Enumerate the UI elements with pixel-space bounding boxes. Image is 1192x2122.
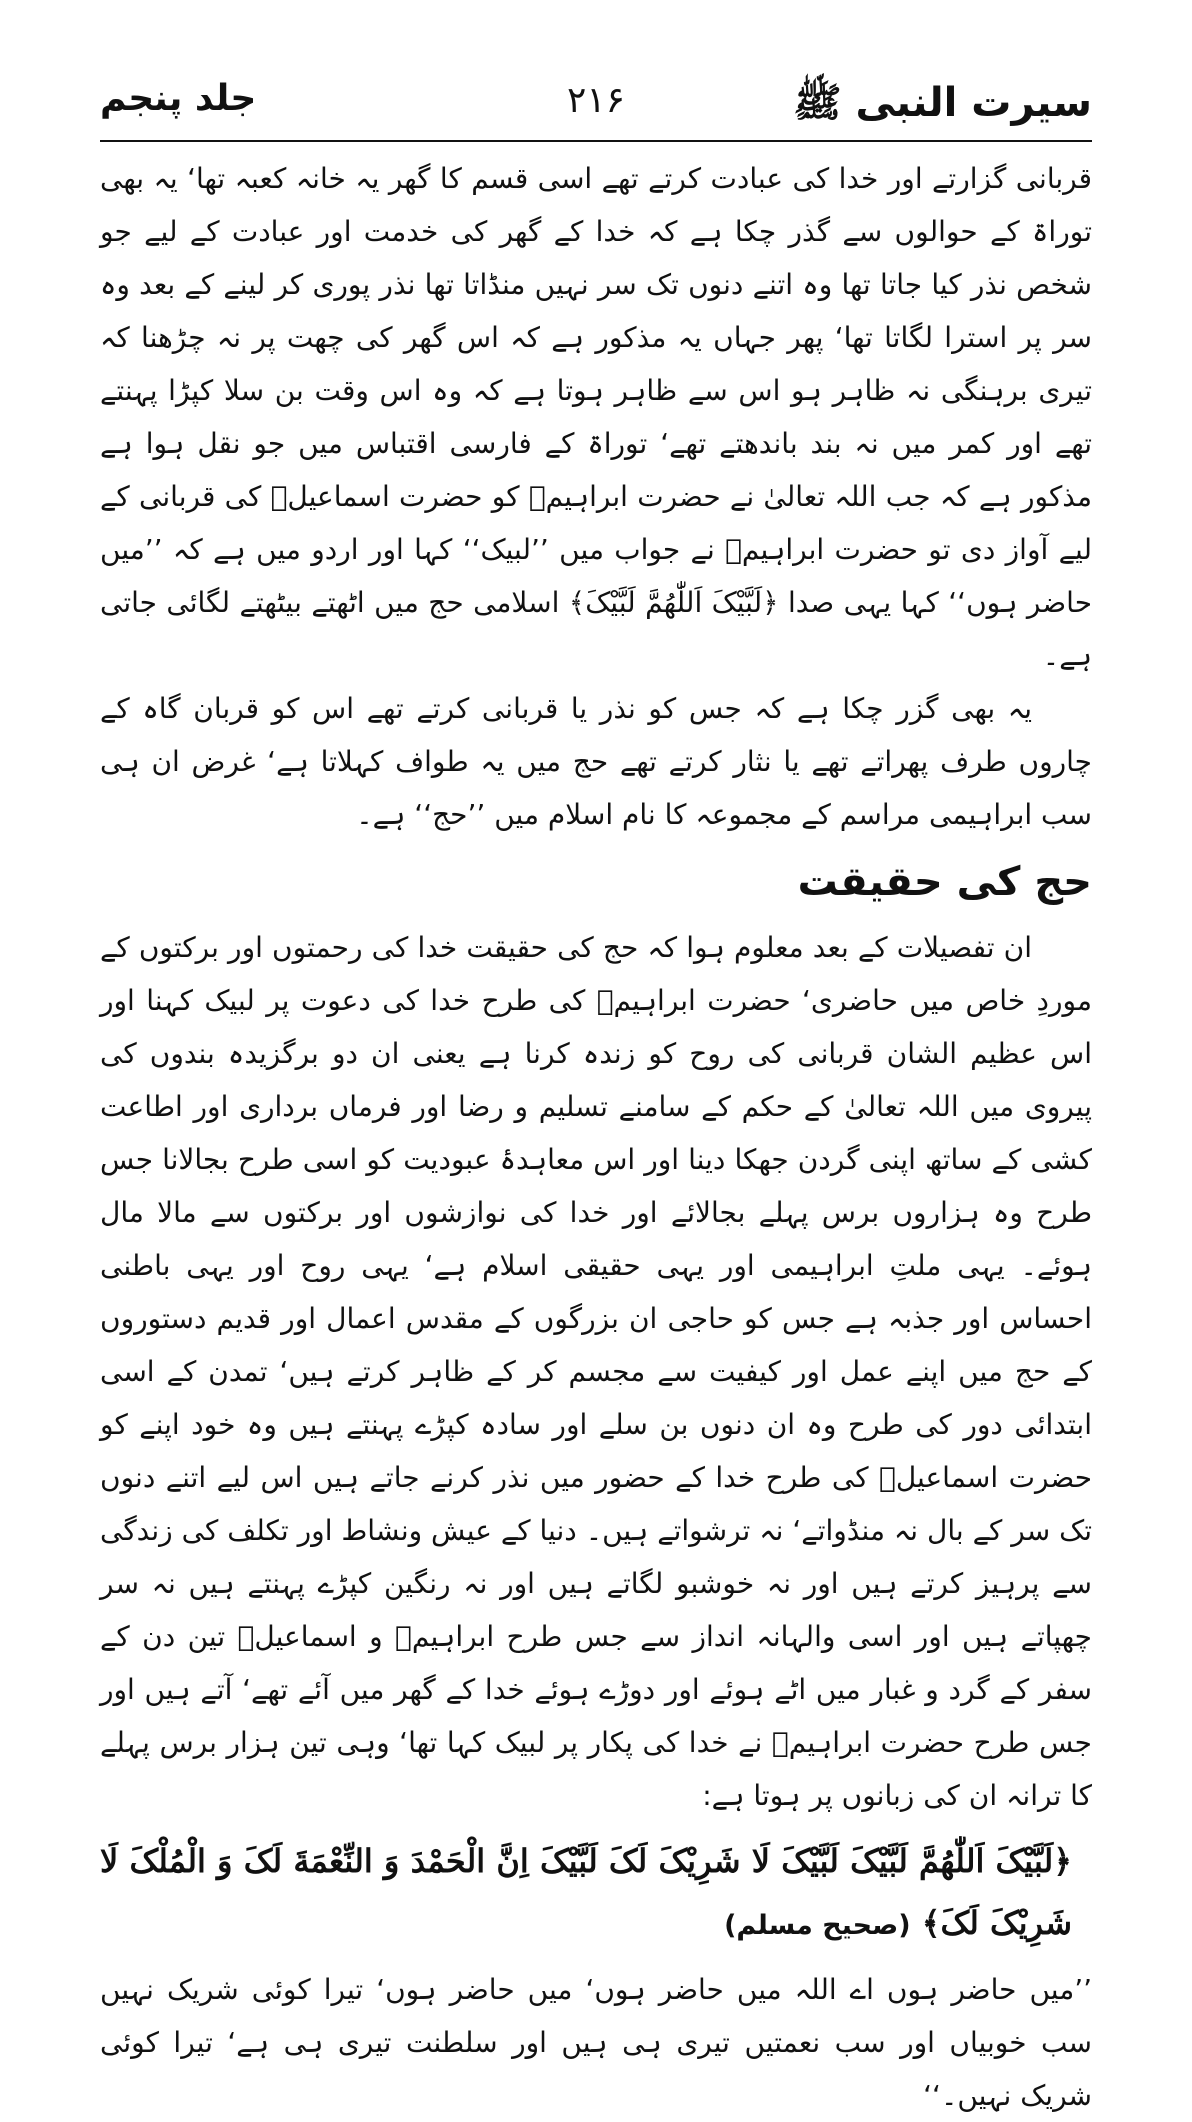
page-number: ۲۱۶ (566, 80, 625, 121)
hadith-reference: (صحیح مسلم) (724, 1910, 911, 1941)
translation: ’’میں حاضر ہوں اے اللہ میں حاضر ہوں‘ میں حاضر ہوں‘ تیرا کوئی شریک نہیں سب خوبیاں اور سب نعمتیں تیری ہی ہیں اور سلطنت تیری ہی ہے‘ تیرا کوئی شریک نہیں۔‘‘ (100, 1973, 1092, 2112)
page-body (100, 152, 1092, 2122)
page-header (100, 70, 1092, 142)
paragraph-2: یہ بھی گزر چکا ہے کہ جس کو نذر یا قربانی کرتے تھے اس کو قربان گاہ کے چاروں طرف پھراتے تھے یا نثار کرتے تھے حج میں یہ طواف کہلاتا ہے‘ غرض ان ہی سب ابراہیمی مراسم کے مجموعہ کا نام اسلام میں ’’حج‘‘ ہے۔ (100, 692, 1092, 831)
arabic-verse: ﴿لَبَّیْکَ اَللّٰھُمَّ لَبَّیْکَ لَبَّیْکَ لَا شَرِیْکَ لَکَ لَبَّیْکَ اِنَّ الْحَمْدَ وَ النِّعْمَةَ لَکَ وَ الْمُلْکَ لَا شَرِیْکَ لَکَ﴾ (100, 1842, 1072, 1942)
paragraph-3: ان تفصیلات کے بعد معلوم ہوا کہ حج کی حقیقت خدا کی رحمتوں اور برکتوں کے موردِ خاص میں حاضری‘ حضرت ابراہیمؑ کی طرح خدا کی دعوت پر لبیک کہنا اور اس عظیم الشان قربانی کی روح کو زندہ کرنا ہے یعنی ان دو برگزیدہ بندوں کی پیروی میں اللہ تعالیٰ کے حکم کے سامنے تسلیم و رضا اور فرماں برداری اور اطاعت کشی کے ساتھ اپنی گردن جھکا دینا اور اس معاہدۂ عبودیت کو اسی طرح بجالانا جس طرح وہ ہزاروں برس پہلے بجالائے اور خدا کی نوازشوں اور برکتوں سے مالا مال ہوئے۔ یہی ملتِ ابراہیمی اور یہی حقیقی اسلام ہے‘ یہی روح اور یہی باطنی احساس اور جذبہ ہے جس کو حاجی ان بزرگوں کے مقدس اعمال اور قدیم دستوروں کے حج میں اپنے عمل اور کیفیت سے مجسم کر کے ظاہر کرتے ہیں‘ تمدن کے اسی ابتدائی دور کی طرح وہ ان دنوں بن سلے اور سادہ کپڑے پہنتے ہیں وہ خود اپنے کو حضرت اسماعیلؑ کی طرح خدا کے حضور میں نذر کرنے جاتے ہیں اس لیے اتنے دنوں تک سر کے بال نہ منڈواتے‘ نہ ترشواتے ہیں۔ دنیا کے عیش ونشاط اور تکلف کی زندگی سے پرہیز کرتے ہیں اور نہ خوشبو لگاتے ہیں اور نہ رنگین کپڑے پہنتے ہیں نہ سر چھپاتے ہیں اور اسی والہانہ انداز سے جس طرح ابراہیمؑ و اسماعیلؑ تین دن کے سفر کے گرد و غبار میں اٹے ہوئے اور دوڑے ہوئے خدا کے گھر میں آئے تھے‘ آتے ہیں اور جس طرح حضرت ابراہیمؑ نے خدا کی پکار پر لبیک کہا تھا‘ وہی تین ہزار برس پہلے کا ترانہ ان کی زبانوں پر ہوتا ہے: (100, 931, 1092, 1812)
paragraph-1: قربانی گزارتے اور خدا کی عبادت کرتے تھے اسی قسم کا گھر یہ خانہ کعبہ تھا‘ یہ بھی توراۃ کے حوالوں سے گذر چکا ہے کہ خدا کے گھر کی خدمت اور عبادت کے لیے جو شخص نذر کیا جاتا تھا وہ اتنے دنوں تک سر نہیں منڈاتا تھا نذر پوری کر لینے کے بعد وہ سر پر استرا لگاتا تھا‘ پھر جہاں یہ مذکور ہے کہ اس گھر کی چھت پر نہ چڑھنا کہ تیری برہنگی نہ ظاہر ہو اس سے ظاہر ہوتا ہے کہ وہ اس وقت بن سلا کپڑا پہنتے تھے اور کمر میں نہ بند باندھتے تھے‘ توراۃ کے فارسی اقتباس میں جو نقل ہوا ہے مذکور ہے کہ جب اللہ تعالیٰ نے حضرت ابراہیمؑ کو حضرت اسماعیلؑ کی قربانی کے لیے آواز دی تو حضرت ابراہیمؑ نے جواب میں ’’لبیک‘‘ کہا اور اردو میں ہے کہ ’’میں حاضر ہوں‘‘ کہا یہی صدا ﴿لَبَّیْکَ اَللّٰھُمَّ لَبَّیْکَ﴾ اسلامی حج میں اٹھتے بیٹھتے لگائی جاتی ہے۔ (100, 162, 1092, 672)
book-title: سیرت النبی ﷺ (793, 80, 1092, 126)
volume-label: جلد پنجم (100, 78, 257, 119)
section-heading: حج کی حقیقت (797, 859, 1092, 905)
arabic-talbiyah (100, 1830, 1072, 1957)
